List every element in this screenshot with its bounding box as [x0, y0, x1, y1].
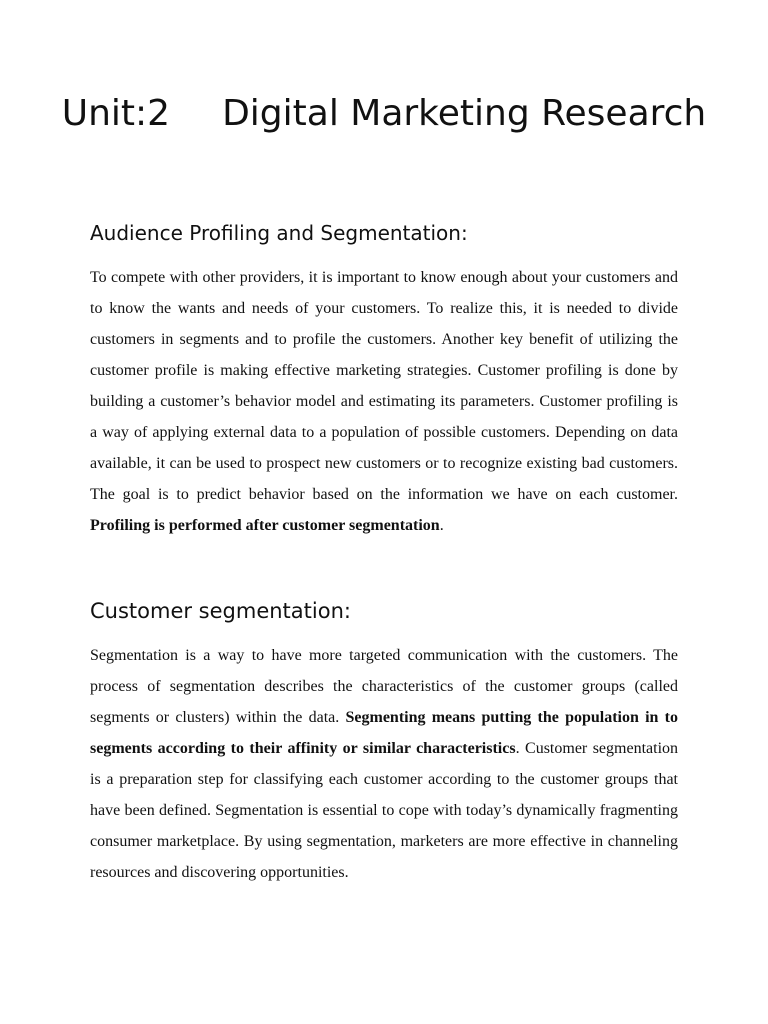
paragraph-customer-segmentation — [90, 640, 678, 888]
heading-colon: : — [460, 221, 468, 245]
section-heading-text: Audience Profiling and Segmentation — [90, 221, 461, 245]
subject-title: Digital Marketing Research — [222, 93, 707, 134]
section-heading-customer-segmentation: Customer segmentation: — [90, 599, 351, 623]
section-heading-audience-profiling — [90, 220, 468, 246]
paragraph-text: Segmentation is a way to have more targeted communication with the customers. The process of segmentation describes the characteristics of the customer groups (called segments or clusters) within the data. — [90, 647, 678, 726]
paragraph-bold-text: Profiling is performed after customer segmentation — [90, 517, 440, 534]
paragraph-bold-text: Segmenting means putting the population in to segments according to their affinity or similar characteristics — [90, 709, 678, 757]
paragraph-end: . — [439, 517, 444, 534]
paragraph-text-continued: . Customer segmentation is a preparation step for classifying each customer according to the customer groups that have been defined. Segmentation is essential to cope with today’s dynamically fragmenting consumer marketplace. By using segmentation, marketers are more effective in channeling resources and discovering opportunities. — [90, 740, 679, 881]
page-title — [0, 92, 768, 136]
paragraph-audience-profiling — [90, 262, 678, 541]
unit-label: Unit:2 — [61, 93, 171, 134]
paragraph-text: To compete with other providers, it is important to know enough about your customers and to know the wants and needs of your customers. To realize this, it is needed to divide customers in segments and to profile the customers. Another key benefit of utilizing the customer profile is making effective marketing strategies. Customer profiling is done by building a customer’s behavior model and estimating its parameters. Customer profiling is a way of applying external data to a population of possible customers. Depending on data available, it can be used to prospect new customers or to recognize existing bad customers. The goal is to predict behavior based on the information we have on each customer. — [90, 269, 678, 503]
